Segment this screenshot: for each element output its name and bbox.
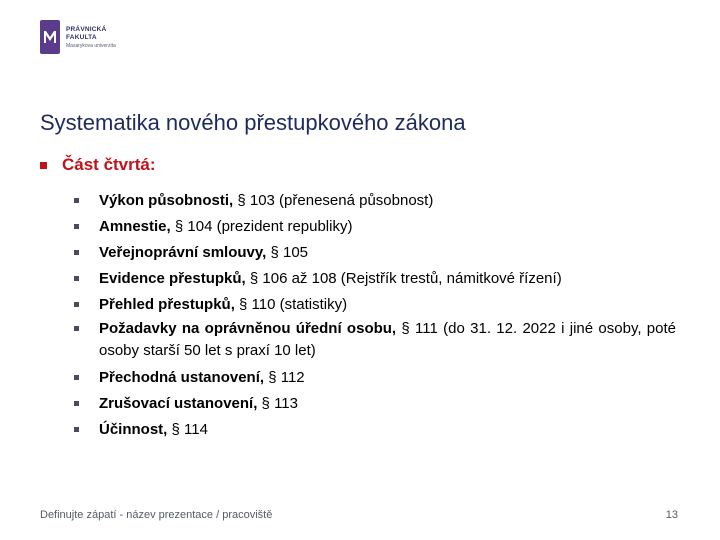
faculty-logo <box>40 20 116 54</box>
item-rest: § 110 (statistiky) <box>234 296 348 313</box>
list-item <box>74 214 676 239</box>
logo-line-1: PRÁVNICKÁ <box>66 26 107 33</box>
list-item <box>74 318 676 362</box>
list-item <box>74 240 676 265</box>
square-bullet-icon <box>74 198 79 203</box>
item-rest: § 103 (přenesená působnost) <box>233 192 434 209</box>
square-bullet-icon <box>74 276 79 281</box>
square-bullet-icon <box>74 375 79 380</box>
item-bold: Požadavky na oprávněnou úřední osobu, <box>99 320 397 337</box>
list-item <box>74 391 676 416</box>
list-item <box>74 292 676 317</box>
item-rest: § 105 <box>266 244 309 261</box>
item-bold: Přehled přestupků, <box>99 296 235 313</box>
list-item <box>74 417 676 442</box>
page-number: 13 <box>665 509 678 521</box>
footer-text: Definujte zápatí - název prezentace / pracoviště <box>40 509 273 521</box>
item-bold: Výkon působnosti, <box>99 192 234 209</box>
square-bullet-icon <box>74 427 79 432</box>
list-item <box>74 266 676 291</box>
item-bold: Zrušovací ustanovení, <box>99 395 258 412</box>
square-bullet-icon <box>74 224 79 229</box>
logo-line-3: Masarykova univerzita <box>66 43 116 49</box>
logo-line-2: FAKULTA <box>66 34 97 41</box>
item-bold: Účinnost, <box>99 421 168 438</box>
square-bullet-icon <box>74 250 79 255</box>
item-bold: Veřejnoprávní smlouvy, <box>99 244 267 261</box>
item-bold: Evidence přestupků, <box>99 270 246 287</box>
item-rest: § 113 <box>257 395 298 412</box>
item-bold: Amnestie, <box>99 218 171 235</box>
item-rest: § 106 až 108 (Rejstřík trestů, námitkové řízení) <box>245 270 562 287</box>
list-item <box>74 188 676 213</box>
item-rest: § 114 <box>167 421 208 438</box>
university-emblem-icon <box>40 20 60 54</box>
square-bullet-icon <box>40 162 47 169</box>
list-item <box>74 365 676 390</box>
item-bold: Přechodná ustanovení, <box>99 369 265 386</box>
item-rest: § 104 (prezident republiky) <box>170 218 353 235</box>
square-bullet-icon <box>74 326 79 331</box>
slide-title: Systematika nového přestupkového zákona <box>40 110 466 135</box>
provisions-list <box>74 188 676 443</box>
section-heading <box>40 155 156 175</box>
item-rest: § 111 (do 31. 12. 2022 i jiné osoby, poté osoby starší 50 let s praxí 10 let) <box>99 320 676 359</box>
section-label: Část čtvrtá: <box>62 155 156 174</box>
square-bullet-icon <box>74 401 79 406</box>
item-rest: § 112 <box>264 369 305 386</box>
square-bullet-icon <box>74 302 79 307</box>
